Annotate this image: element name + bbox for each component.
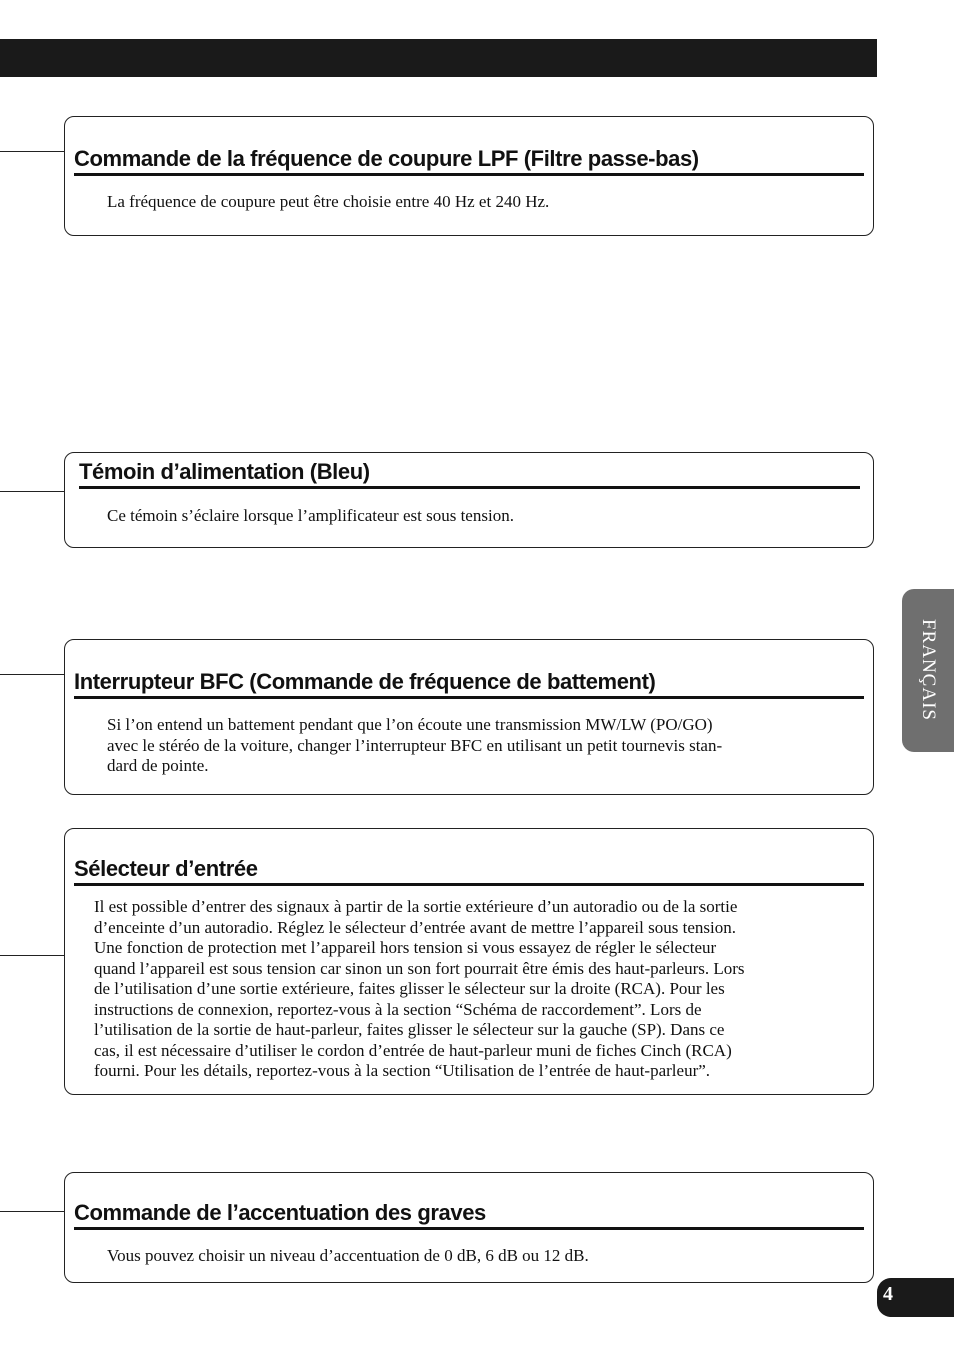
page-number: 4	[883, 1283, 893, 1305]
language-tab-label: FRANÇAIS	[918, 619, 939, 721]
section-heading: Commande de la fréquence de coupure LPF (Filtre passe-bas)	[74, 145, 864, 176]
body-line: Il est possible d’entrer des signaux à partir de la sortie extérieure d’un autoradio ou de la sortie	[94, 897, 738, 916]
leader-line	[0, 1211, 64, 1212]
leader-line	[0, 674, 64, 675]
header-bar	[0, 39, 877, 77]
body-line: fourni. Pour les détails, reportez-vous à la section “Utilisation de l’entrée de haut-parleur”.	[94, 1061, 711, 1080]
section-input-selector	[64, 828, 874, 1095]
page-number-tab	[877, 1278, 954, 1317]
body-line: Une fonction de protection met l’appareil hors tension si vous essayez de régler le sélecteur	[94, 938, 717, 957]
section-bfc-switch	[64, 639, 874, 795]
language-tab	[902, 589, 954, 752]
body-line: Si l’on entend un battement pendant que l’on écoute une transmission MW/LW (PO/GO)	[107, 715, 713, 734]
body-line: quand l’appareil est sous tension car sinon un son fort pourrait être émis des haut-parleurs. Lors	[94, 958, 745, 978]
leader-line	[0, 151, 64, 152]
body-line: l’utilisation de la sortie de haut-parleur, faites glisser le sélecteur sur la gauche (SP). Dans ce	[94, 1020, 725, 1039]
leader-line	[0, 955, 64, 956]
section-heading: Commande de l’accentuation des graves	[74, 1199, 864, 1230]
body-line: dard de pointe.	[107, 756, 209, 775]
leader-line	[0, 491, 64, 492]
body-line: de l’utilisation d’une sortie extérieure, faites glisser le sélecteur sur la droite (RCA). Pour les	[94, 979, 725, 998]
body-line: avec le stéréo de la voiture, changer l’interrupteur BFC en utilisant un petit tournevis stan-	[107, 735, 723, 755]
section-heading: Sélecteur d’entrée	[74, 855, 864, 886]
section-body: Vous pouvez choisir un niveau d’accentuation de 0 dB, 6 dB ou 12 dB.	[107, 1246, 589, 1265]
section-heading: Témoin d’alimentation (Bleu)	[79, 458, 860, 489]
section-lpf	[64, 116, 874, 236]
section-bass-boost	[64, 1172, 874, 1283]
section-body	[107, 715, 867, 777]
section-body	[94, 897, 869, 1082]
section-body: La fréquence de coupure peut être choisie entre 40 Hz et 240 Hz.	[107, 192, 550, 211]
section-power-indicator	[64, 452, 874, 548]
section-heading: Interrupteur BFC (Commande de fréquence de battement)	[74, 668, 864, 699]
body-line: cas, il est nécessaire d’utiliser le cordon d’entrée de haut-parleur muni de fiches Cinch (RCA)	[94, 1040, 732, 1060]
body-line: d’enceinte d’un autoradio. Réglez le sélecteur d’entrée avant de mettre l’appareil sous tension.	[94, 917, 736, 937]
section-body: Ce témoin s’éclaire lorsque l’amplificateur est sous tension.	[107, 506, 514, 525]
body-line: instructions de connexion, reportez-vous à la section “Schéma de raccordement”. Lors de	[94, 999, 702, 1019]
